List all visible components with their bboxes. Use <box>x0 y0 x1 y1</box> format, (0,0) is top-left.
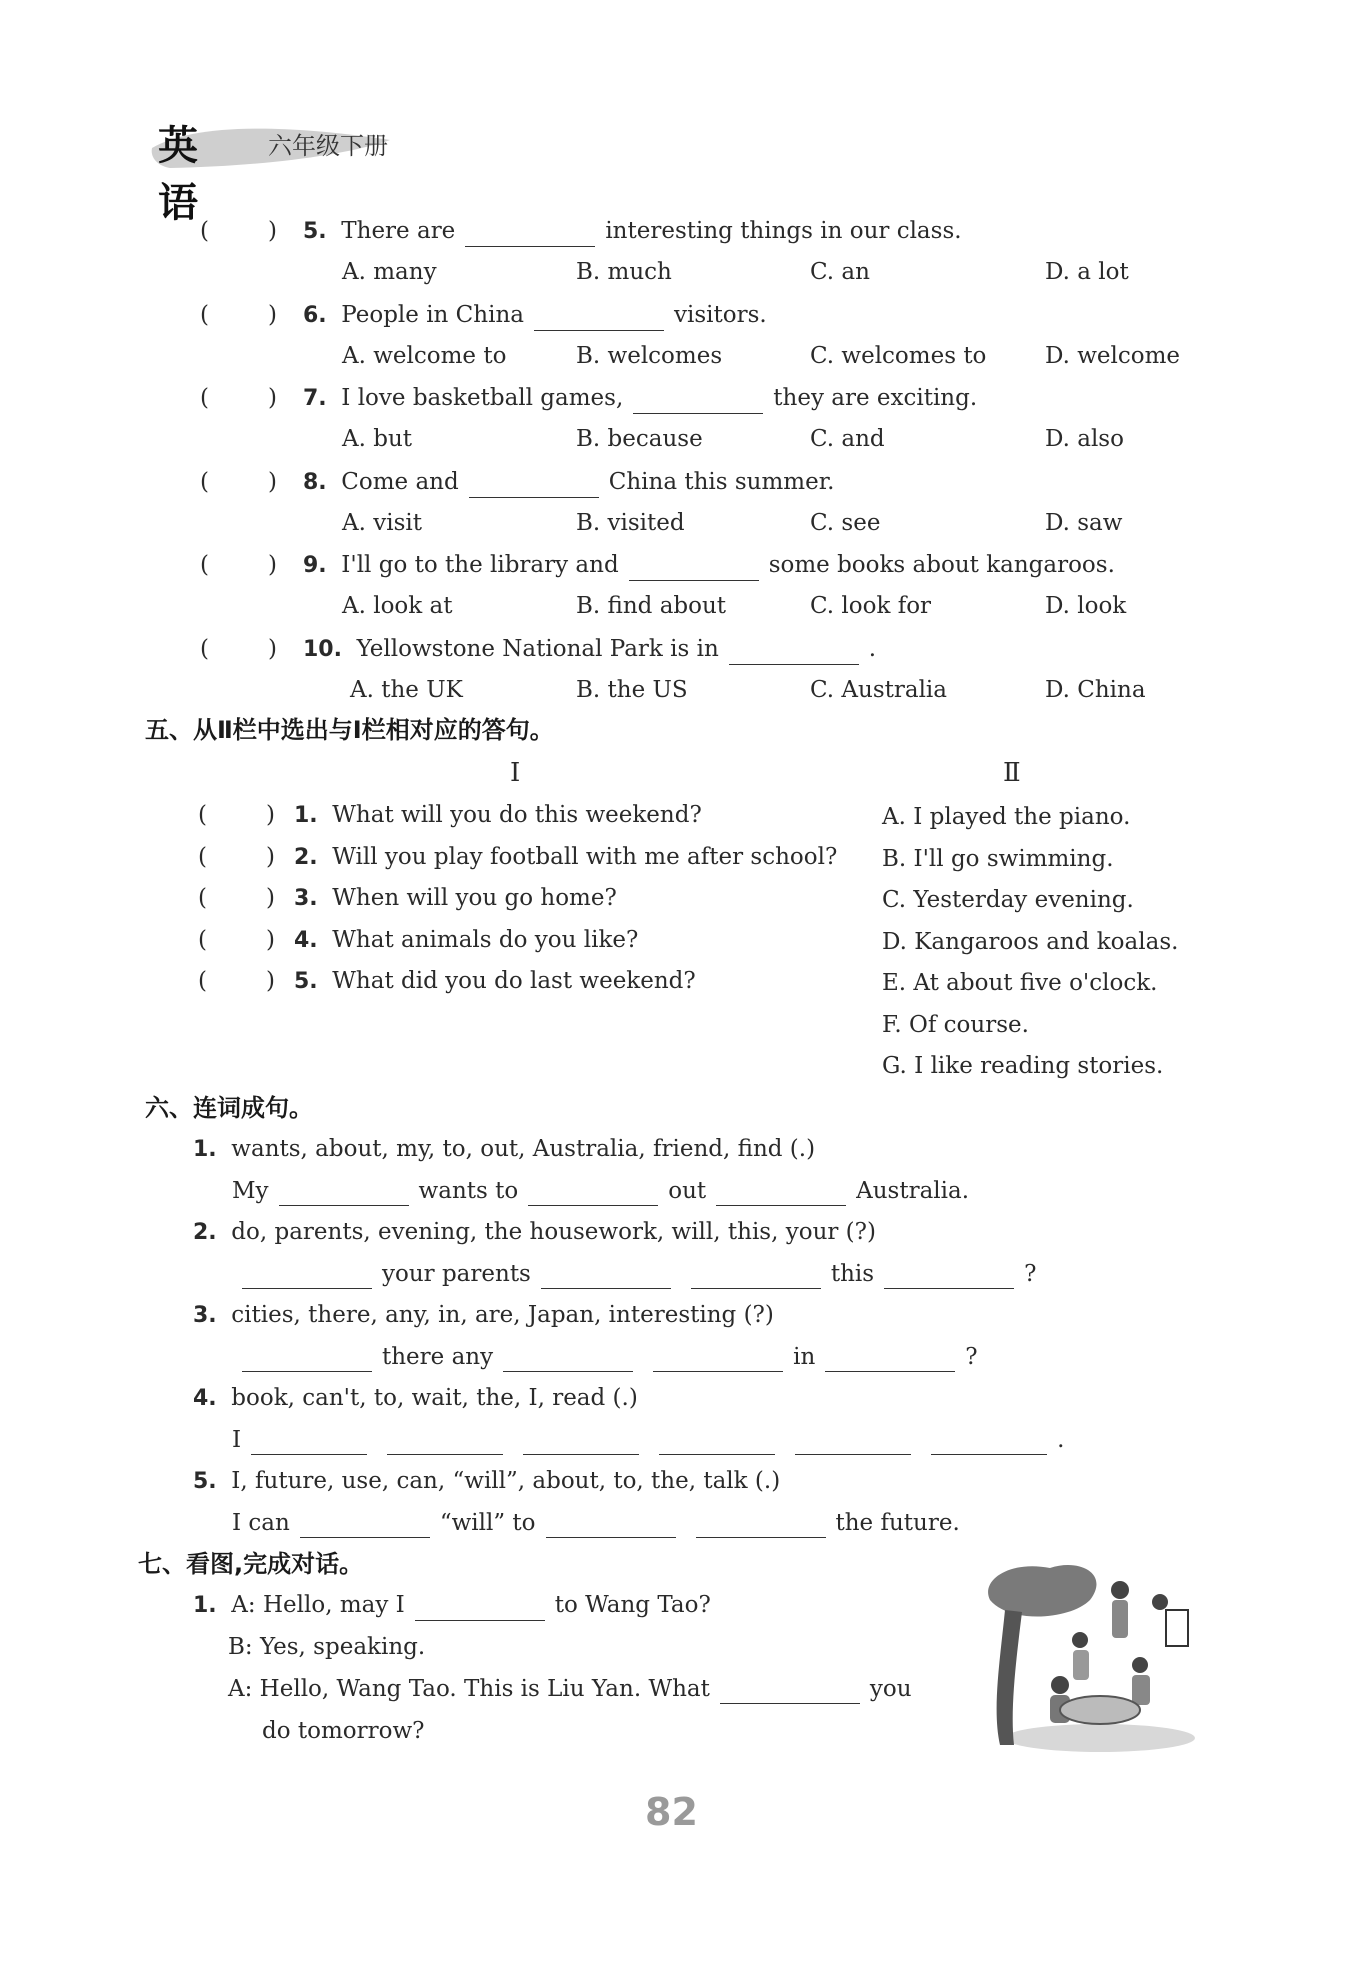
match-answer: F. Of course. <box>882 1011 1029 1038</box>
picnic-illustration <box>970 1560 1200 1755</box>
word-prompt <box>193 1300 774 1331</box>
text: My <box>232 1178 269 1204</box>
question-number: 10. <box>303 636 342 662</box>
option[interactable]: C. an <box>810 259 870 285</box>
text: I can <box>232 1510 290 1536</box>
option[interactable]: D. saw <box>1045 509 1123 536</box>
answer-line <box>232 1425 1064 1455</box>
question-6 <box>303 300 767 331</box>
answer-blank[interactable] <box>795 1430 911 1455</box>
answer-paren-close[interactable]: ) <box>266 926 275 953</box>
section-five-title: 五、从Ⅱ栏中选出与Ⅰ栏相对应的答句。 <box>145 716 554 744</box>
question-number: 8. <box>303 469 327 495</box>
question-text: interesting things in our class. <box>605 218 962 244</box>
question-text: What will you do this weekend? <box>332 802 702 828</box>
text: wants to <box>418 1178 519 1204</box>
answer-blank[interactable] <box>546 1513 676 1538</box>
question-number: 3. <box>193 1303 217 1328</box>
option[interactable]: D. a lot <box>1045 259 1129 285</box>
text: Australia. <box>856 1178 970 1204</box>
answer-paren-close[interactable]: ) <box>268 218 277 244</box>
question-number: 7. <box>303 386 327 411</box>
question-text: China this summer. <box>608 468 835 495</box>
option[interactable]: C. see <box>810 509 881 536</box>
question-10 <box>303 634 876 665</box>
match-answer: A. I played the piano. <box>882 804 1131 830</box>
answer-blank[interactable] <box>931 1430 1047 1455</box>
match-question <box>294 966 696 997</box>
answer-paren-open[interactable]: ( <box>200 468 209 495</box>
answer-paren-open[interactable]: ( <box>200 635 209 662</box>
answer-blank[interactable] <box>523 1430 639 1455</box>
question-number: 9. <box>303 553 327 578</box>
answer-paren-open[interactable]: ( <box>200 552 209 578</box>
question-7 <box>303 383 977 414</box>
question-text: . <box>868 635 877 662</box>
question-5 <box>303 216 962 247</box>
text: “will” to <box>439 1510 536 1536</box>
option[interactable]: A. but <box>342 426 413 452</box>
answer-paren-open[interactable]: ( <box>200 301 209 328</box>
text: your parents <box>382 1261 531 1287</box>
answer-blank[interactable] <box>465 222 595 247</box>
option[interactable]: D. also <box>1045 426 1124 452</box>
answer-paren-open[interactable]: ( <box>200 218 209 244</box>
section-six-title: 六、连词成句。 <box>145 1094 313 1122</box>
dialog-line-1: 1. A: Hello, may I to Wang Tao? <box>193 1590 711 1621</box>
text: there any <box>382 1344 494 1370</box>
option[interactable]: B. visited <box>576 509 685 536</box>
option[interactable]: D. welcome <box>1045 342 1181 369</box>
answer-paren-close[interactable]: ) <box>266 968 275 994</box>
answer-blank[interactable] <box>653 1347 783 1372</box>
option[interactable]: B. welcomes <box>576 342 723 369</box>
option[interactable]: C. Australia <box>810 676 948 703</box>
word-prompt <box>193 1134 815 1165</box>
answer-paren-open[interactable]: ( <box>200 385 209 411</box>
answer-blank[interactable] <box>696 1513 826 1538</box>
question-text: What animals do you like? <box>332 926 639 953</box>
word-list: do, parents, evening, the housework, will, this, your (?) <box>231 1219 876 1245</box>
answer-paren-open[interactable]: ( <box>198 885 207 911</box>
dialog-line-3: A: Hello, Wang Tao. This is Liu Yan. What you <box>228 1676 912 1702</box>
match-question <box>294 925 638 956</box>
option[interactable]: B. because <box>576 426 703 452</box>
word-list: wants, about, my, to, out, Australia, friend, find (.) <box>231 1136 816 1162</box>
question-number: 4. <box>193 1386 217 1411</box>
answer-blank[interactable] <box>503 1347 633 1372</box>
question-text: visitors. <box>673 301 767 328</box>
answer-blank[interactable] <box>825 1347 955 1372</box>
text: in <box>793 1344 816 1370</box>
word-list: book, can't, to, wait, the, I, read (.) <box>231 1385 638 1411</box>
question-number: 1. <box>193 1137 217 1162</box>
question-8 <box>303 467 835 498</box>
dialog-line-2: B: Yes, speaking. <box>228 1634 426 1660</box>
answer-blank[interactable] <box>387 1430 503 1455</box>
question-text: Come and <box>341 468 459 495</box>
answer-line <box>232 1508 960 1538</box>
question-text: I'll go to the library and <box>341 552 619 578</box>
word-prompt <box>193 1217 876 1248</box>
match-answer: E. At about five o'clock. <box>882 970 1158 996</box>
answer-blank[interactable] <box>242 1347 372 1372</box>
answer-paren-close[interactable]: ) <box>268 552 277 578</box>
section-seven-title: 七、看图,完成对话。 <box>138 1550 364 1578</box>
word-list: cities, there, any, in, are, Japan, interesting (?) <box>231 1302 774 1328</box>
answer-blank[interactable] <box>415 1596 545 1621</box>
question-number: 6. <box>303 302 327 328</box>
option[interactable]: C. and <box>810 426 885 452</box>
text: ? <box>965 1344 978 1370</box>
answer-line <box>232 1176 969 1206</box>
option[interactable]: D. look <box>1045 593 1127 619</box>
answer-blank[interactable] <box>279 1181 409 1206</box>
answer-blank[interactable] <box>629 556 759 581</box>
answer-blank[interactable] <box>528 1181 658 1206</box>
match-answer: B. I'll go swimming. <box>882 845 1114 872</box>
option[interactable]: A. look at <box>342 593 453 619</box>
answer-paren-close[interactable]: ) <box>266 885 275 911</box>
answer-blank[interactable] <box>729 640 859 665</box>
text: out <box>668 1178 707 1204</box>
match-question <box>294 800 702 831</box>
answer-paren-close[interactable]: ) <box>268 301 277 328</box>
answer-paren-close[interactable]: ) <box>268 468 277 495</box>
question-text: some books about kangaroos. <box>768 552 1115 578</box>
text: I <box>232 1427 242 1453</box>
word-prompt <box>193 1466 780 1497</box>
question-text: There are <box>341 218 456 244</box>
answer-blank[interactable] <box>534 306 664 331</box>
option[interactable]: D. China <box>1045 676 1146 703</box>
question-text: Will you play football with me after school? <box>332 843 838 870</box>
question-number: 5. <box>294 969 318 994</box>
answer-blank[interactable] <box>300 1513 430 1538</box>
answer-paren-open[interactable]: ( <box>198 843 207 870</box>
answer-line <box>232 1259 1036 1289</box>
match-answer: G. I like reading stories. <box>882 1053 1164 1079</box>
column-one-head: Ⅰ <box>510 758 521 788</box>
question-number: 4. <box>294 927 318 953</box>
question-text: they are exciting. <box>773 385 978 411</box>
match-question <box>294 842 837 873</box>
answer-paren-open[interactable]: ( <box>198 926 207 953</box>
question-number: 1. <box>294 803 318 828</box>
answer-paren-close[interactable]: ) <box>268 635 277 662</box>
question-number: 2. <box>193 1220 217 1245</box>
answer-blank[interactable] <box>251 1430 367 1455</box>
option[interactable]: C. look for <box>810 593 932 619</box>
answer-blank[interactable] <box>242 1264 372 1289</box>
word-prompt <box>193 1383 638 1414</box>
option[interactable]: B. much <box>576 259 672 285</box>
match-answer: C. Yesterday evening. <box>882 887 1134 913</box>
option[interactable]: A. visit <box>342 509 422 536</box>
text: the future. <box>835 1510 960 1536</box>
page-number: 82 <box>645 1790 698 1834</box>
option[interactable]: C. welcomes to <box>810 342 987 369</box>
question-9 <box>303 550 1115 581</box>
answer-blank[interactable] <box>633 389 763 414</box>
answer-paren-close[interactable]: ) <box>268 385 277 411</box>
answer-blank[interactable] <box>469 473 599 498</box>
subject-title: 英语 <box>158 123 200 226</box>
option[interactable]: A. many <box>342 259 437 285</box>
answer-paren-open[interactable]: ( <box>198 968 207 994</box>
question-text: I love basketball games, <box>341 385 624 411</box>
word-list: I, future, use, can, “will”, about, to, the, talk (.) <box>231 1468 781 1494</box>
question-text: Yellowstone National Park is in <box>356 635 719 662</box>
answer-paren-close[interactable]: ) <box>266 843 275 870</box>
answer-blank[interactable] <box>691 1264 821 1289</box>
answer-paren-close[interactable]: ) <box>266 802 275 828</box>
text: ? <box>1024 1261 1037 1287</box>
answer-blank[interactable] <box>716 1181 846 1206</box>
answer-blank[interactable] <box>541 1264 671 1289</box>
question-text: When will you go home? <box>332 885 617 911</box>
question-text: People in China <box>341 301 524 328</box>
grade-label: 六年级下册 <box>268 132 388 160</box>
answer-blank[interactable] <box>720 1679 860 1704</box>
question-number: 2. <box>294 844 318 870</box>
text: this <box>830 1261 875 1287</box>
match-question <box>294 883 617 914</box>
column-two-head: Ⅱ <box>1003 758 1021 788</box>
text: . <box>1057 1427 1065 1453</box>
question-text: What did you do last weekend? <box>332 968 696 994</box>
option[interactable]: B. find about <box>576 593 727 619</box>
answer-blank[interactable] <box>659 1430 775 1455</box>
question-number: 5. <box>193 1469 217 1494</box>
answer-paren-open[interactable]: ( <box>198 802 207 828</box>
answer-blank[interactable] <box>884 1264 1014 1289</box>
match-answer: D. Kangaroos and koalas. <box>882 928 1179 955</box>
question-number: 5. <box>303 219 327 244</box>
dialog-line-4: do tomorrow? <box>262 1718 425 1744</box>
option[interactable]: A. welcome to <box>342 342 507 369</box>
option[interactable]: A. the UK <box>350 676 463 703</box>
option[interactable]: B. the US <box>576 676 688 703</box>
answer-line <box>232 1342 978 1372</box>
question-number: 3. <box>294 886 318 911</box>
